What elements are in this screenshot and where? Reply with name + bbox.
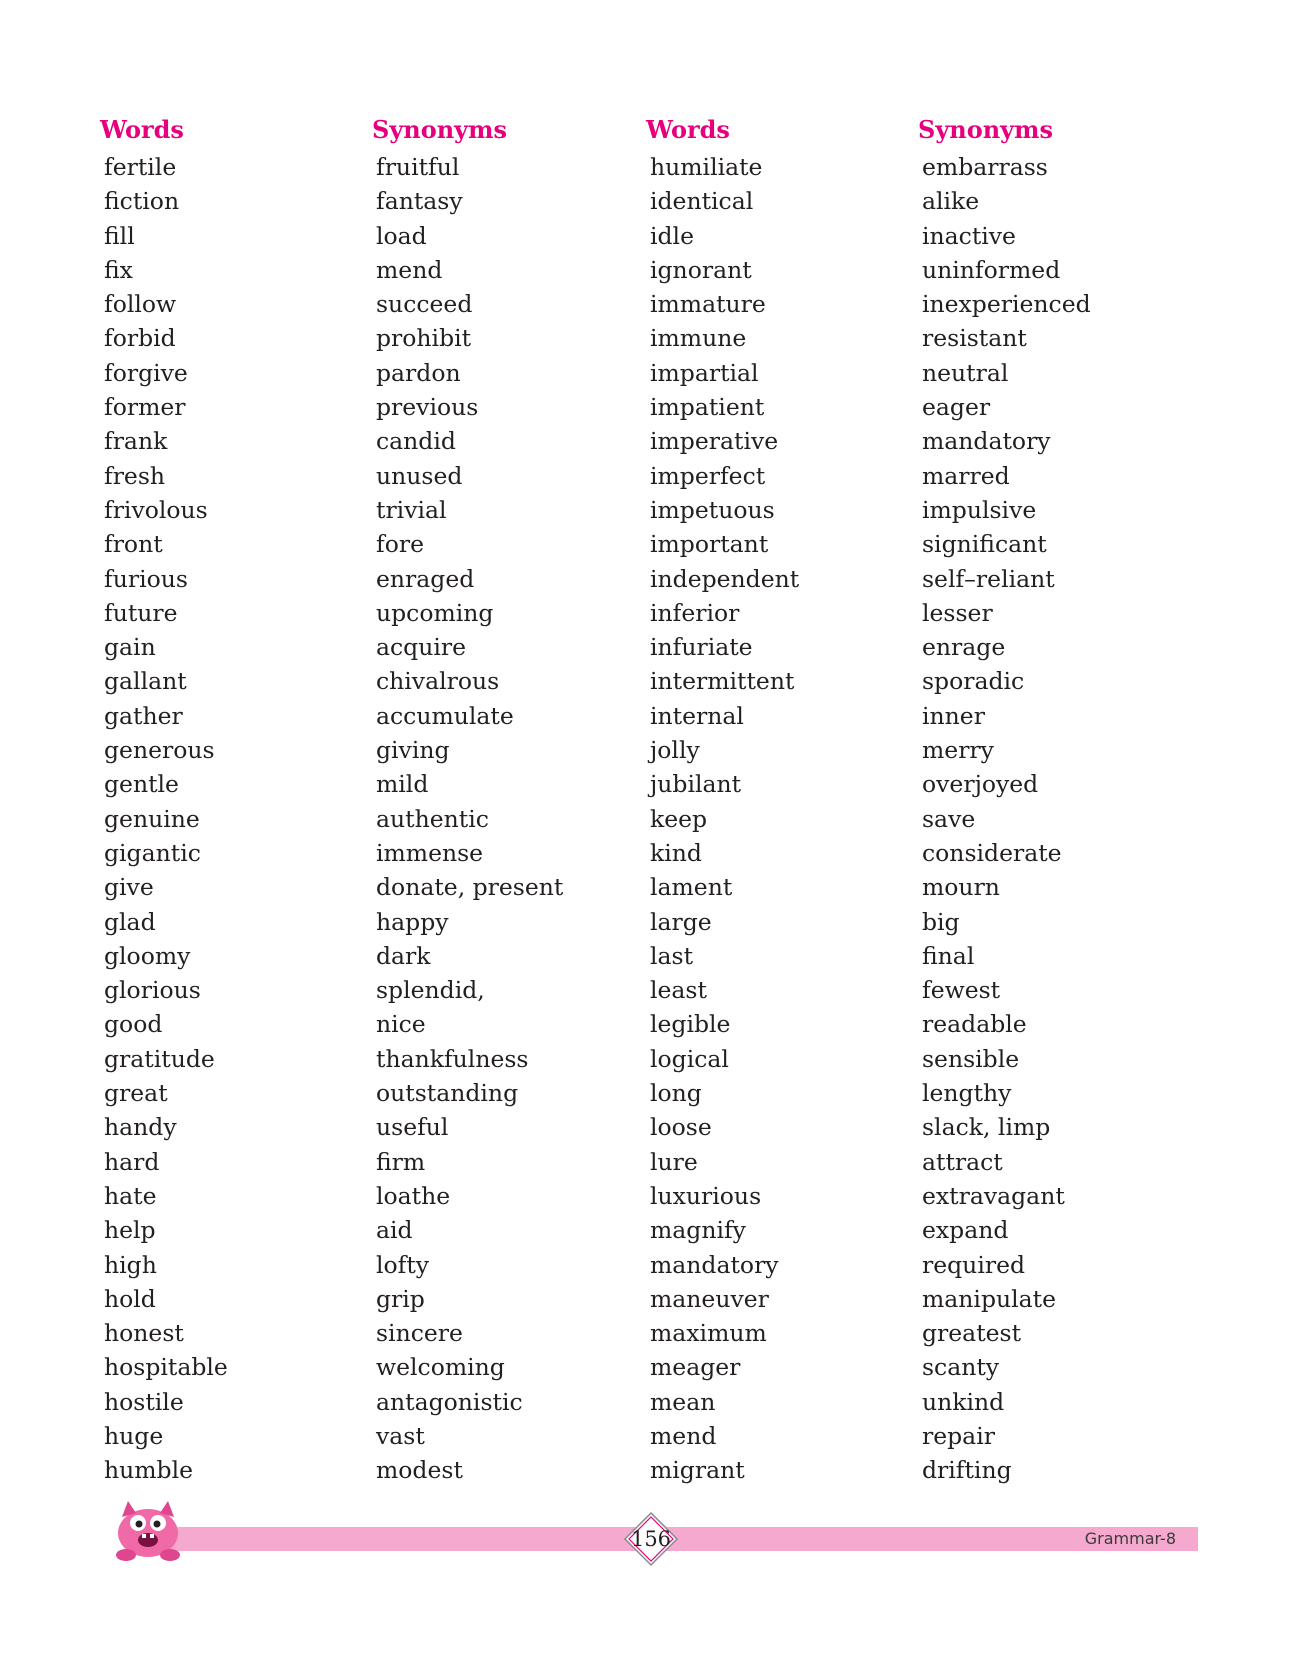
list-item: intermittent xyxy=(650,667,795,696)
column-heading: Words xyxy=(646,115,730,144)
synonym-list xyxy=(918,150,1178,1488)
list-item: sporadic xyxy=(922,667,1025,696)
list-item: expand xyxy=(922,1216,1009,1245)
word-list xyxy=(100,150,360,1488)
list-item: humble xyxy=(104,1456,194,1485)
list-item: extravagant xyxy=(922,1181,1065,1210)
list-item: vast xyxy=(376,1421,425,1450)
list-item: considerate xyxy=(922,838,1062,867)
list-item: furious xyxy=(104,564,188,593)
list-item: load xyxy=(376,221,427,250)
list-item: neutral xyxy=(922,358,1009,387)
list-item: save xyxy=(922,804,976,833)
list-item: accumulate xyxy=(376,701,514,730)
list-item: chivalrous xyxy=(376,667,500,696)
list-item: inexperienced xyxy=(922,290,1091,319)
list-item: fertile xyxy=(104,153,177,181)
list-item: antagonistic xyxy=(376,1387,523,1416)
list-item: least xyxy=(650,976,707,1005)
list-item: imperfect xyxy=(650,461,766,490)
page-number-badge xyxy=(623,1511,679,1567)
list-item: impetuous xyxy=(650,495,775,524)
list-item: self–reliant xyxy=(922,564,1055,593)
list-item: gratitude xyxy=(104,1044,215,1073)
list-item: mourn xyxy=(922,873,1000,902)
list-item: repair xyxy=(922,1421,995,1450)
list-item: maneuver xyxy=(650,1284,769,1313)
list-item: loose xyxy=(650,1113,712,1142)
list-item: dark xyxy=(376,941,431,970)
list-item: uninformed xyxy=(922,255,1061,284)
list-item: loathe xyxy=(376,1181,451,1210)
list-item: glorious xyxy=(104,976,201,1005)
list-item: huge xyxy=(104,1421,164,1450)
list-item: resistant xyxy=(922,324,1027,353)
list-item: overjoyed xyxy=(922,770,1039,799)
list-item: donate, present xyxy=(376,873,564,902)
list-item: gather xyxy=(104,701,183,730)
list-item: lament xyxy=(650,873,733,902)
list-item: glad xyxy=(104,907,156,936)
list-item: hate xyxy=(104,1181,157,1210)
list-item: firm xyxy=(376,1147,426,1176)
list-item: required xyxy=(922,1250,1026,1279)
list-item: gallant xyxy=(104,667,187,696)
list-item: attract xyxy=(922,1147,1003,1176)
list-item: nice xyxy=(376,1010,426,1039)
list-item: immune xyxy=(650,324,747,353)
list-item: good xyxy=(104,1010,163,1039)
list-item: last xyxy=(650,941,694,970)
pink-monster-mascot-icon xyxy=(108,1493,188,1563)
list-item: kind xyxy=(650,838,702,867)
list-item: impartial xyxy=(650,358,759,387)
list-item: succeed xyxy=(376,290,473,319)
list-item: grip xyxy=(376,1284,425,1313)
list-item: giving xyxy=(376,736,450,765)
list-item: welcoming xyxy=(376,1353,505,1382)
list-item: give xyxy=(104,873,154,902)
list-item: fewest xyxy=(922,976,1001,1005)
list-item: keep xyxy=(650,804,708,833)
list-item: lofty xyxy=(376,1250,430,1279)
list-item: forbid xyxy=(104,324,176,353)
list-item: outstanding xyxy=(376,1079,519,1108)
list-item: generous xyxy=(104,736,215,765)
synonym-list xyxy=(372,150,632,1488)
list-item: independent xyxy=(650,564,800,593)
list-item: gloomy xyxy=(104,941,191,970)
list-item: mandatory xyxy=(922,427,1051,456)
list-item: handy xyxy=(104,1113,177,1142)
list-item: inactive xyxy=(922,221,1016,250)
list-item: enraged xyxy=(376,564,475,593)
list-item: impulsive xyxy=(922,495,1037,524)
list-item: infuriate xyxy=(650,633,753,662)
list-item: help xyxy=(104,1216,156,1245)
list-item: thankfulness xyxy=(376,1044,529,1073)
list-item: long xyxy=(650,1079,702,1108)
list-item: hold xyxy=(104,1284,156,1313)
list-item: candid xyxy=(376,427,456,456)
list-item: follow xyxy=(104,290,177,319)
page-footer xyxy=(108,1527,1198,1551)
list-item: front xyxy=(104,530,163,559)
list-item: future xyxy=(104,598,178,627)
column-heading: Words xyxy=(100,115,184,144)
list-item: modest xyxy=(376,1456,463,1485)
list-item: fresh xyxy=(104,461,166,490)
column-heading: Synonyms xyxy=(918,115,1054,144)
list-item: splendid, xyxy=(376,976,485,1005)
list-item: luxurious xyxy=(650,1181,762,1210)
list-item: authentic xyxy=(376,804,489,833)
list-item: aid xyxy=(376,1216,413,1245)
list-item: greatest xyxy=(922,1319,1022,1348)
list-item: big xyxy=(922,907,960,936)
list-item: marred xyxy=(922,461,1010,490)
list-item: ignorant xyxy=(650,255,752,284)
list-item: large xyxy=(650,907,712,936)
list-item: readable xyxy=(922,1010,1027,1039)
list-item: frivolous xyxy=(104,495,208,524)
list-item: mandatory xyxy=(650,1250,779,1279)
list-item: final xyxy=(922,941,975,970)
column-words-1 xyxy=(100,110,360,1488)
list-item: meager xyxy=(650,1353,741,1382)
list-item: logical xyxy=(650,1044,729,1073)
list-item: fill xyxy=(104,221,135,250)
list-item: mend xyxy=(650,1421,717,1450)
list-item: lengthy xyxy=(922,1079,1012,1108)
list-item: hostile xyxy=(104,1387,184,1416)
list-item: mean xyxy=(650,1387,716,1416)
list-item: unused xyxy=(376,461,463,490)
list-item: mild xyxy=(376,770,429,799)
list-item: imperative xyxy=(650,427,779,456)
footer-band xyxy=(168,1527,1198,1551)
list-item: impatient xyxy=(650,393,765,422)
list-item: happy xyxy=(376,907,449,936)
list-item: gain xyxy=(104,633,156,662)
list-item: slack, limp xyxy=(922,1113,1051,1142)
list-item: significant xyxy=(922,530,1047,559)
list-item: fiction xyxy=(104,187,180,216)
list-item: idle xyxy=(650,221,694,250)
list-item: former xyxy=(104,393,186,422)
list-item: acquire xyxy=(376,633,467,662)
list-item: sensible xyxy=(922,1044,1020,1073)
list-item: manipulate xyxy=(922,1284,1057,1313)
book-title: Grammar-8 xyxy=(1084,1529,1176,1548)
word-list xyxy=(646,150,906,1488)
list-item: unkind xyxy=(922,1387,1005,1416)
list-item: genuine xyxy=(104,804,200,833)
list-item: previous xyxy=(376,393,479,422)
list-item: fantasy xyxy=(376,187,463,216)
list-item: fore xyxy=(376,530,424,559)
list-item: jolly xyxy=(650,736,700,765)
list-item: embarrass xyxy=(922,153,1048,181)
list-item: important xyxy=(650,530,769,559)
list-item: mend xyxy=(376,255,443,284)
list-item: gigantic xyxy=(104,838,201,867)
list-item: magnify xyxy=(650,1216,746,1245)
list-item: lesser xyxy=(922,598,993,627)
list-item: great xyxy=(104,1079,168,1108)
column-heading: Synonyms xyxy=(372,115,508,144)
list-item: trivial xyxy=(376,495,447,524)
list-item: inner xyxy=(922,701,985,730)
list-item: immense xyxy=(376,838,484,867)
list-item: forgive xyxy=(104,358,188,387)
list-item: merry xyxy=(922,736,994,765)
list-item: inferior xyxy=(650,598,740,627)
list-item: scanty xyxy=(922,1353,1000,1382)
list-item: drifting xyxy=(922,1456,1012,1485)
list-item: frank xyxy=(104,427,168,456)
list-item: fix xyxy=(104,255,133,284)
list-item: hospitable xyxy=(104,1353,228,1382)
list-item: immature xyxy=(650,290,766,319)
page-number: 156 xyxy=(630,1527,672,1551)
list-item: hard xyxy=(104,1147,160,1176)
column-synonyms-2 xyxy=(918,110,1178,1488)
list-item: sincere xyxy=(376,1319,463,1348)
list-item: fruitful xyxy=(376,153,460,181)
list-item: maximum xyxy=(650,1319,767,1348)
list-item: honest xyxy=(104,1319,184,1348)
list-item: useful xyxy=(376,1113,449,1142)
list-item: prohibit xyxy=(376,324,472,353)
list-item: lure xyxy=(650,1147,698,1176)
column-synonyms-1 xyxy=(372,110,632,1488)
list-item: migrant xyxy=(650,1456,745,1485)
list-item: humiliate xyxy=(650,153,763,181)
list-item: alike xyxy=(922,187,980,216)
list-item: high xyxy=(104,1250,157,1279)
list-item: eager xyxy=(922,393,991,422)
list-item: enrage xyxy=(922,633,1006,662)
list-item: pardon xyxy=(376,358,461,387)
list-item: internal xyxy=(650,701,744,730)
list-item: identical xyxy=(650,187,754,216)
list-item: upcoming xyxy=(376,598,494,627)
list-item: gentle xyxy=(104,770,179,799)
column-words-2 xyxy=(646,110,906,1488)
list-item: jubilant xyxy=(650,770,742,799)
list-item: legible xyxy=(650,1010,731,1039)
